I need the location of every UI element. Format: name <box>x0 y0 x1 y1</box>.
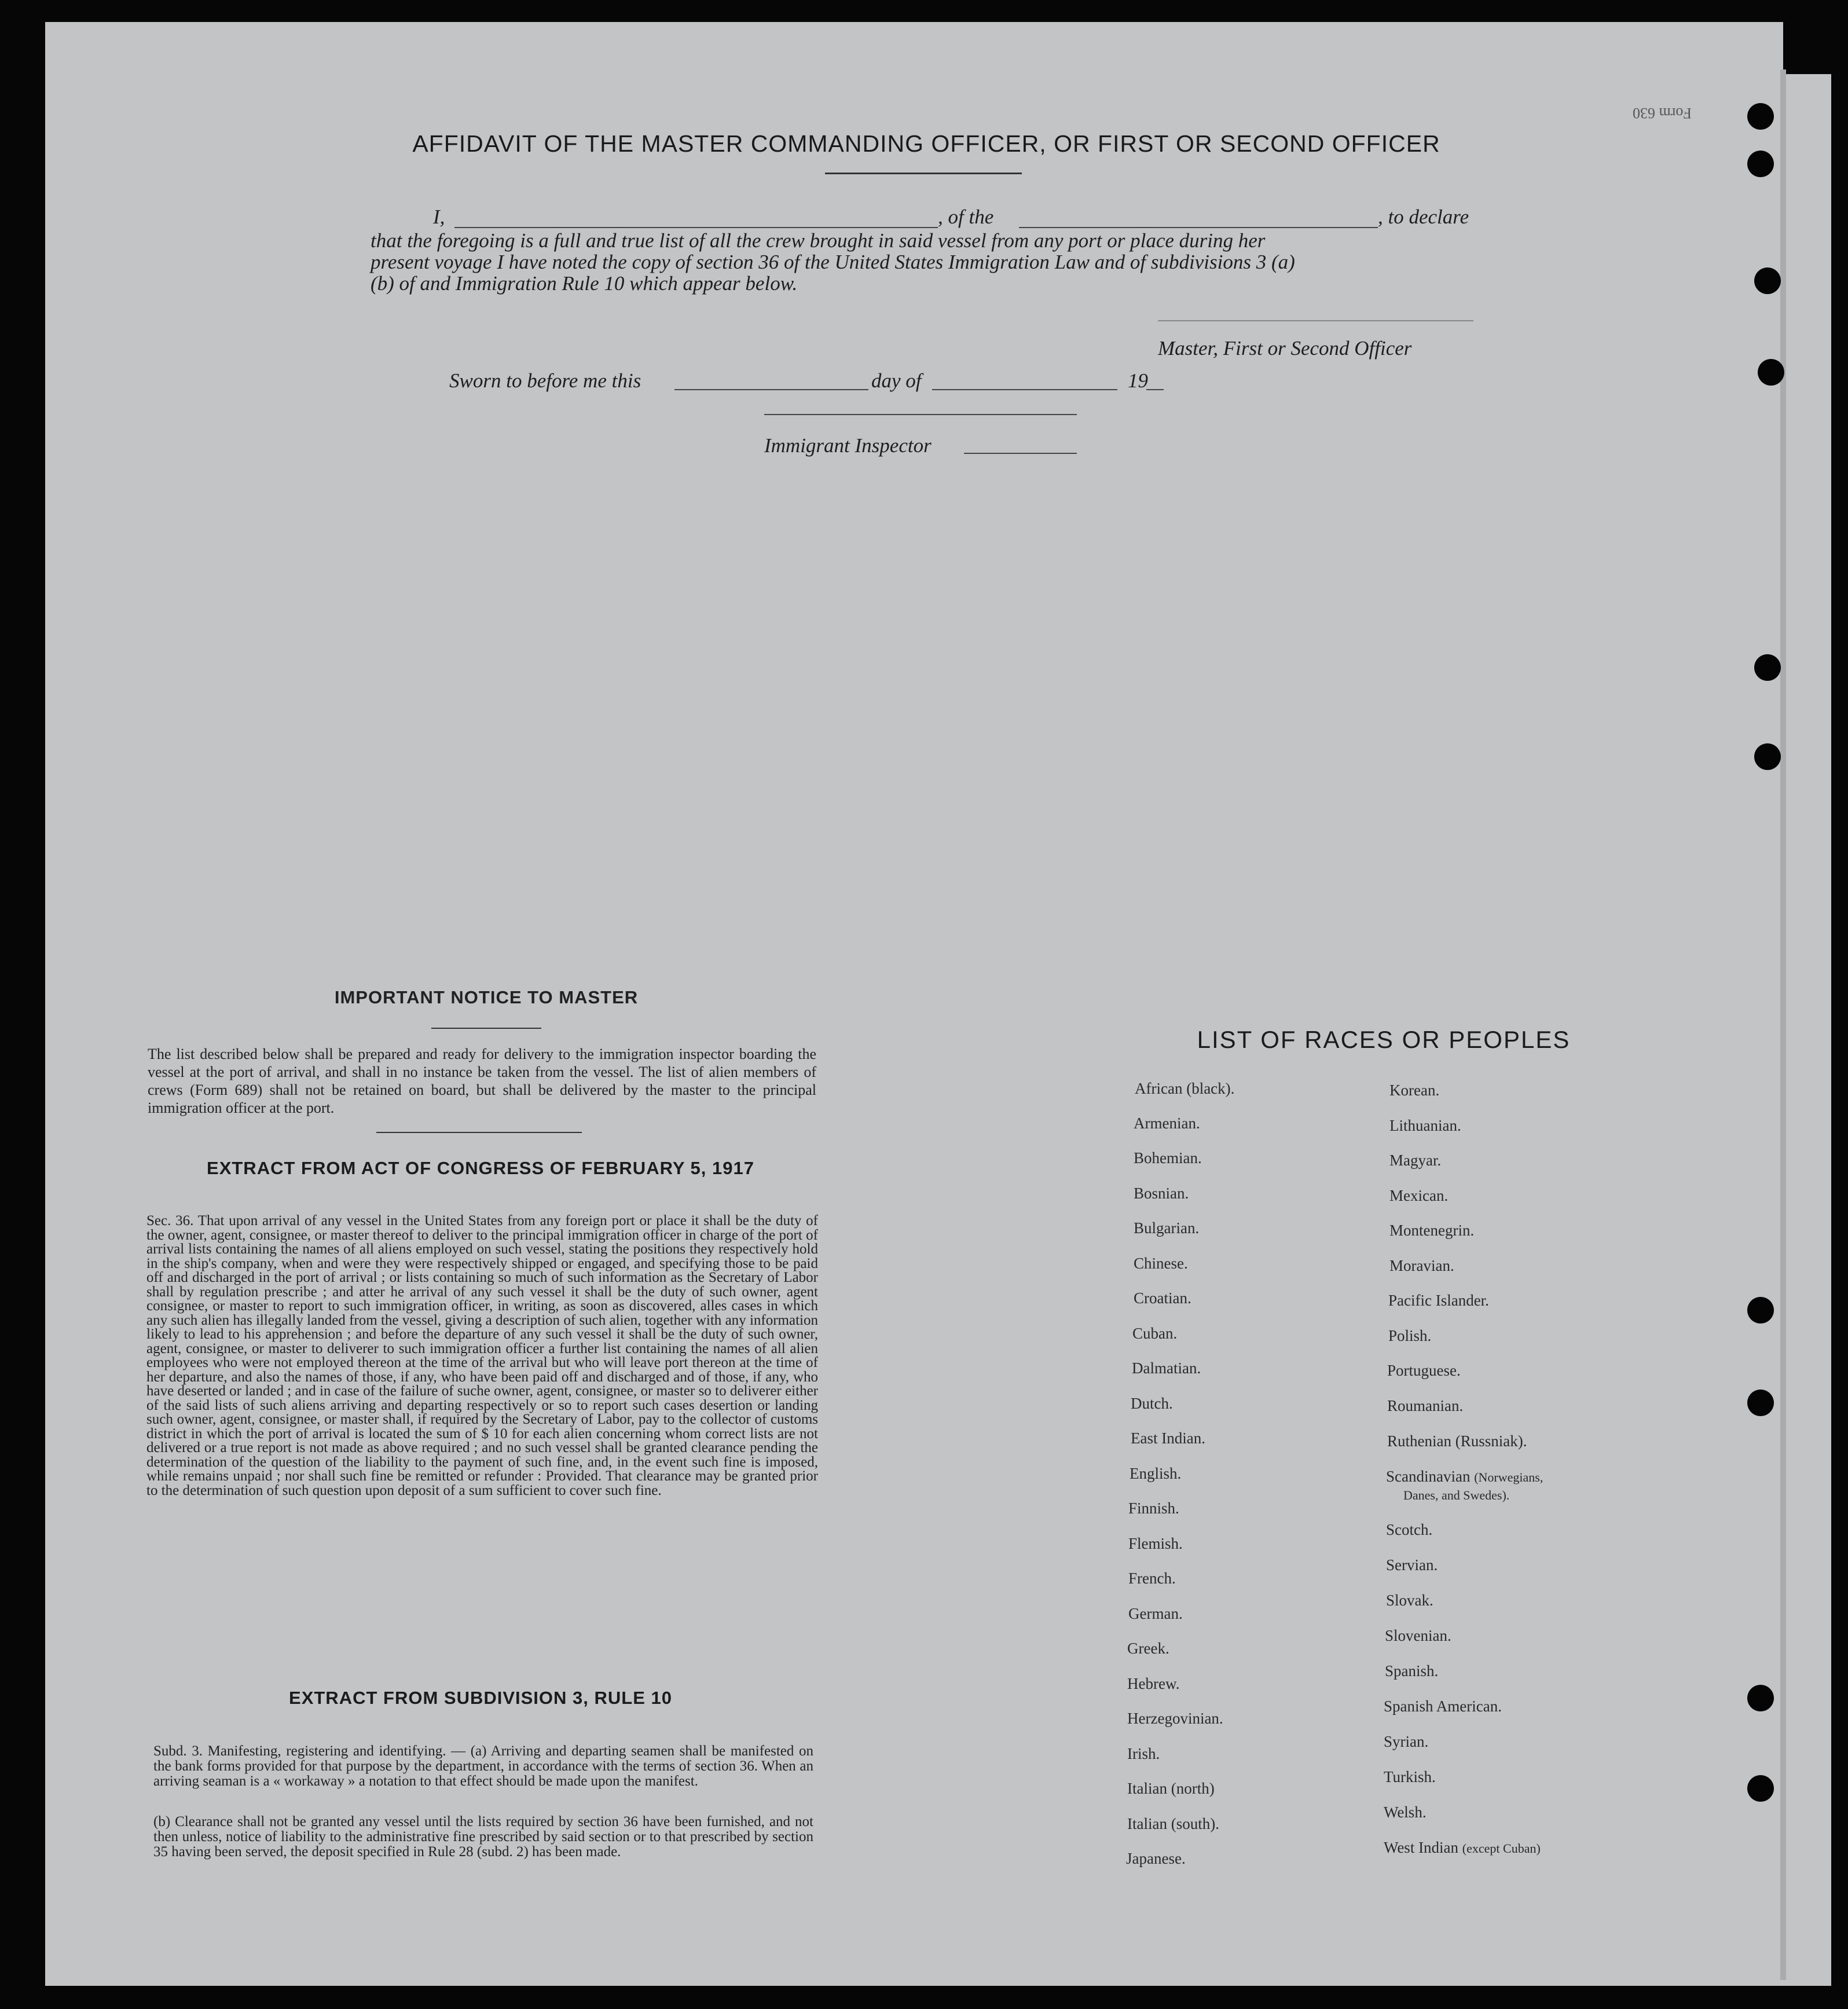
affidavit-line-4: (b) of and Immigration Rule 10 which appear below. <box>371 272 798 295</box>
race-item: Roumanian. <box>1387 1397 1464 1414</box>
affidavit-to-declare: , to declare <box>1378 206 1469 228</box>
affidavit-line-2: that the foregoing is a full and true list of all the crew brought in said vessel from any port or place during her <box>371 229 1266 252</box>
race-item: Lithuanian. <box>1389 1117 1461 1134</box>
race-item: Montenegrin. <box>1389 1222 1475 1239</box>
act-extract-title: EXTRACT FROM ACT OF CONGRESS OF FEBRUARY 5, 1917 <box>207 1158 754 1178</box>
sworn-month-blank[interactable] <box>932 389 1117 390</box>
form-number: Form 630 <box>1633 105 1692 122</box>
race-item: Finnish. <box>1128 1500 1179 1517</box>
race-item: Syrian. <box>1384 1733 1429 1750</box>
binder-hole <box>1754 743 1781 770</box>
binder-hole <box>1747 1390 1774 1416</box>
page-corner <box>1783 22 1835 74</box>
title-underline <box>825 173 1022 174</box>
notice-title: IMPORTANT NOTICE TO MASTER <box>334 987 639 1007</box>
race-scandinavian: Scandinavian <box>1386 1468 1471 1485</box>
binder-hole <box>1758 359 1784 386</box>
binder-hole <box>1747 103 1774 130</box>
sworn-year-blank[interactable] <box>1146 389 1164 390</box>
binder-hole <box>1754 654 1781 681</box>
binder-hole <box>1747 1775 1774 1802</box>
race-scandinavian-note: (Norwegians, <box>1474 1470 1543 1484</box>
affidavit-of-the: , of the <box>938 206 994 228</box>
page-edge-shadow <box>1780 69 1786 1980</box>
rule-extract-para-b: (b) Clearance shall not be granted any vessel until the lists required by section 36 have been furnished, and not then unless, notice of liability to the administrative fine prescribed by said section or to that prescribed by section 35 having been served, the deposit specified in Rule 28 (subd. 2) has been made. <box>153 1814 813 1860</box>
affidavit-i: I, <box>433 206 445 228</box>
race-item: Bulgarian. <box>1134 1219 1200 1237</box>
notice-divider <box>376 1132 582 1133</box>
race-item: French. <box>1128 1570 1176 1587</box>
race-item: Slovak. <box>1386 1592 1433 1609</box>
race-item: Hebrew. <box>1127 1675 1180 1692</box>
race-item: Italian (north) <box>1127 1780 1215 1797</box>
race-item: Pacific Islander. <box>1388 1292 1489 1309</box>
race-item: Spanish American. <box>1384 1698 1502 1715</box>
race-item: Scotch. <box>1386 1521 1433 1538</box>
sworn-year: 19 <box>1128 369 1148 392</box>
race-item: Spanish. <box>1385 1662 1439 1680</box>
race-item: Armenian. <box>1134 1115 1200 1132</box>
race-item: Irish. <box>1127 1745 1160 1762</box>
race-item: Welsh. <box>1384 1803 1427 1821</box>
signature-blank-line[interactable] <box>1158 320 1473 321</box>
races-title: LIST OF RACES OR PEOPLES <box>1197 1026 1571 1053</box>
race-item: Turkish. <box>1384 1768 1436 1786</box>
race-item-note <box>1403 1486 1509 1504</box>
rule-extract-para-a: Subd. 3. Manifesting, registering and identifying. — (a) Arriving and departing seamen shall be manifested on the bank forms provided for that purpose by the department, in accordance with the terms of section 36. When an arriving seaman is a « workaway » a notation to that effect should be made upon the manifest. <box>153 1743 813 1789</box>
race-item: Bohemian. <box>1134 1149 1202 1167</box>
inspector-trailing-line <box>964 453 1077 454</box>
race-item <box>1386 1468 1543 1486</box>
race-item: Korean. <box>1389 1082 1440 1099</box>
binder-hole <box>1747 151 1774 177</box>
race-item: Bosnian. <box>1134 1185 1189 1202</box>
race-item: Cuban. <box>1132 1325 1178 1342</box>
race-item: Chinese. <box>1134 1255 1188 1272</box>
binder-hole <box>1754 267 1781 294</box>
race-item: Servian. <box>1386 1556 1438 1574</box>
sworn-day-blank[interactable] <box>674 389 868 390</box>
race-item: German. <box>1128 1605 1183 1622</box>
sworn-day-of: day of <box>871 369 922 392</box>
race-item <box>1384 1839 1541 1857</box>
notice-text: The list described below shall be prepared and ready for delivery to the immigration inspector boarding the vessel at the port of arrival, and shall in no instance be taken from the vessel. The list of alien members of crews (Form 689) shall not be retained on board, but shall be delivered by the master to the principal immigration officer at the port. <box>148 1046 816 1116</box>
vessel-blank-line[interactable] <box>1019 227 1378 228</box>
notice-underline <box>431 1028 541 1029</box>
affidavit-title: AFFIDAVIT OF THE MASTER COMMANDING OFFICER, OR FIRST OR SECOND OFFICER <box>412 130 1440 157</box>
act-extract-text: Sec. 36. That upon arrival of any vessel in the United States from any foreign port or place it shall be the duty of the owner, agent, consignee, or master thereof to deliver to the principal immigration officer in charge of the port of arrival lists containing the names of all aliens employed on such vessel, stating the positions they respectively hold in the ship's company, when and were they were respectively shipped or engaged, and specifying those to be paid off and discharged in the port of arrival ; or lists containing so much of such information as the Secretary of Labor shall by regulation prescribe ; and atter he arrival of any such vessel it shall be the duty of such owner, agent consignee, or master to report to such immigration officer, in writing, as soon as discovered, alles cases in which any such alien has illegally landed from the vessel, giving a description of such alien, together with any information likely to lead to his apprehension ; and before the departure of any such vessel it shall be the duty of such owner, agent, consignee, or master to deliverer to such immigration officer a further list containing the names of all alien employees who were not employed thereon at the time of the arrival but who will leave port thereon at the time of her departure, and also the names of those, if any, who have been paid off and discharged and of those, if any, who have deserted or landed ; and in case of the failure of suche owner, agent, consignee, or master so to deliverer either of the said lists of such aliens arriving and departing respectively or so to report such cases desertion or landing such owner, agent, consignee, or master shall, if required by the Secretary of Labor, pay to the collector of customs district in which the port of arrival is located the sum of $ 10 for each alien concerning whom correct lists are not delivered or a true report is not made as above required ; and no such vessel shall be granted clearance pending the determination of the question of the liability to the payment of such fine, and, in the event such fine is imposed, while remains unpaid ; nor shall such fine be remitted or refunder : Provided. That clearance may be granted prior to the determination of such question upon deposit of a sum sufficient to cover such fine. <box>146 1213 818 1498</box>
binder-hole <box>1747 1297 1774 1324</box>
rule-extract-title: EXTRACT FROM SUBDIVISION 3, RULE 10 <box>289 1688 672 1708</box>
race-item: Greek. <box>1127 1640 1169 1657</box>
name-blank-line[interactable] <box>454 227 938 228</box>
race-item: Slovenian. <box>1385 1627 1451 1644</box>
race-item: East Indian. <box>1131 1429 1205 1447</box>
race-item: Moravian. <box>1389 1257 1454 1274</box>
signature-label: Master, First or Second Officer <box>1158 337 1412 360</box>
race-item: Mexican. <box>1389 1187 1449 1204</box>
race-item: Dutch. <box>1131 1395 1173 1412</box>
race-item: English. <box>1130 1465 1182 1482</box>
race-west-indian: West Indian <box>1384 1839 1459 1856</box>
race-item: Japanese. <box>1126 1850 1186 1867</box>
race-scandinavian-note-2: Danes, and Swedes). <box>1403 1488 1510 1502</box>
race-item: Ruthenian (Russniak). <box>1387 1432 1527 1450</box>
race-item: Polish. <box>1388 1327 1432 1344</box>
race-item: African (black). <box>1135 1080 1235 1097</box>
race-item: Magyar. <box>1389 1152 1442 1169</box>
race-item: Italian (south). <box>1127 1815 1219 1832</box>
race-item: Flemish. <box>1128 1535 1183 1552</box>
race-item: Dalmatian. <box>1132 1359 1201 1377</box>
race-item: Croatian. <box>1134 1289 1191 1307</box>
inspector-label: Immigrant Inspector <box>764 434 932 457</box>
race-west-indian-note: (except Cuban) <box>1462 1841 1541 1856</box>
binder-hole <box>1747 1685 1774 1711</box>
affidavit-line-3: present voyage I have noted the copy of section 36 of the United States Immigration Law and of subdivisions 3 (a) <box>371 251 1295 273</box>
race-item: Portuguese. <box>1387 1362 1461 1379</box>
inspector-blank-line[interactable] <box>764 414 1077 415</box>
sworn-text: Sworn to before me this <box>449 369 641 392</box>
race-item: Herzegovinian. <box>1127 1710 1223 1727</box>
